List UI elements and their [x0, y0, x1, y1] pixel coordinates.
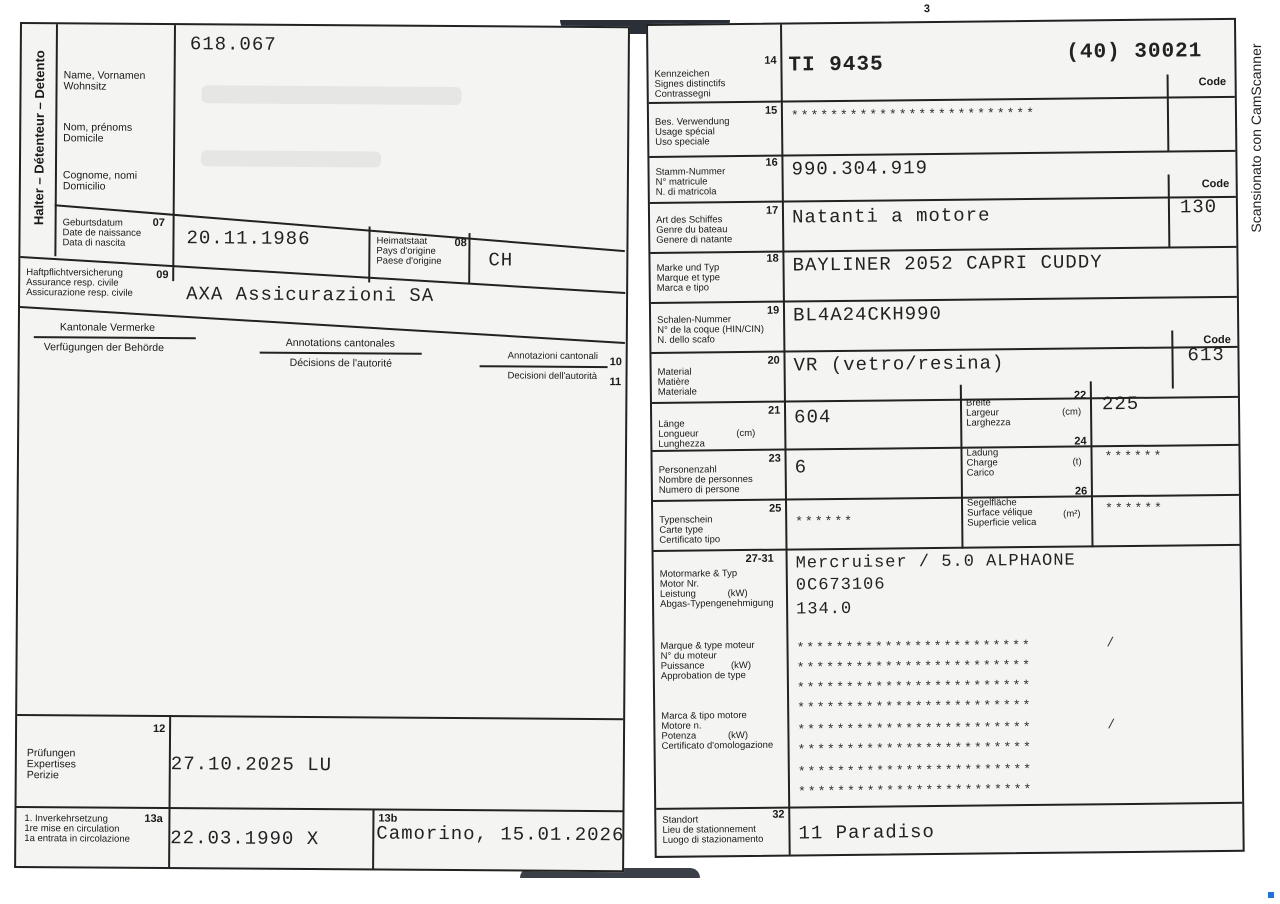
exam-num: 12: [153, 722, 166, 736]
width-unit: (cm): [1062, 406, 1082, 418]
name-label: Name, Vornamen Wohnsitz: [63, 69, 146, 93]
slash-it: /: [1107, 717, 1118, 733]
first-reg-num: 13a: [144, 812, 163, 826]
boat-type-num: 17: [765, 204, 779, 217]
width-num: 22: [1073, 389, 1087, 402]
sail-unit: (m²): [1063, 508, 1081, 520]
plate-extra: (40) 30021: [1066, 40, 1203, 65]
special-use-label: Bes. Verwendung Usage spécial Uso speciale: [654, 116, 730, 148]
decisioni-it: Decisioni dell'autorità: [507, 370, 598, 383]
redacted-address: [201, 150, 381, 167]
brand-num: 18: [766, 252, 779, 265]
insurance-value: AXA Assicurazioni SA: [186, 283, 435, 307]
width-label: Breite Largeur Larghezza: [965, 397, 1011, 429]
plate-num: 14: [764, 54, 777, 67]
matricule-num: 16: [765, 156, 778, 169]
birth-value: 20.11.1986: [186, 227, 311, 251]
stars-it-1: ************************: [797, 719, 1033, 738]
stars-fr-1: ************************: [796, 637, 1032, 656]
typeschein-label: Typenschein Carte type Certificato tipo: [659, 514, 721, 546]
matricule-label: Stamm-Nummer N° matricule N. di matricola: [655, 166, 726, 198]
hull-num: 19: [766, 304, 780, 317]
code-label-20: Code: [1203, 333, 1231, 347]
birth-label: Geburtsdatum Date de naissance Data di nascita: [62, 217, 142, 249]
stars-it-4: ************************: [797, 781, 1034, 800]
origin-num: 08: [454, 237, 467, 250]
motor-line1: Mercruiser / 5.0 ALPHAONE: [795, 551, 1076, 574]
stars-it-3: ************************: [797, 761, 1034, 780]
right-page: [646, 3, 1245, 858]
boat-type-label: Art des Schiffes Genre du bateau Genere di natante: [655, 214, 733, 246]
typeschein-num: 25: [769, 502, 782, 515]
length-num: 21: [767, 404, 781, 417]
motor-line3: 134.0: [796, 599, 853, 620]
insurance-label: Haftpflichtversicherung Assurance resp. civile Assicurazione resp. civile: [26, 267, 133, 299]
boat-type-value: Natanti a motore: [791, 204, 991, 229]
motor-num: 27-31: [745, 552, 774, 565]
plate-value: TI 9435: [788, 53, 884, 78]
stars-it-2: ************************: [797, 739, 1033, 758]
length-label: Länge Longueur Lunghezza: [658, 418, 705, 450]
scanner-logo-icon: [1268, 892, 1274, 898]
scanner-watermark: Scansionato con CamScanner: [1248, 43, 1264, 233]
typeschein-value: ******: [795, 513, 855, 530]
brand-value: BAYLINER 2052 CAPRI CUDDY: [792, 251, 1103, 277]
persons-value: 6: [794, 456, 808, 479]
matricule-value: 990.304.919: [791, 157, 929, 181]
kantonale-de: Kantonale Vermerke: [59, 321, 156, 334]
insurance-num: 09: [156, 268, 169, 282]
nom-label: Nom, prénoms Domicile: [63, 121, 133, 145]
brand-label: Marke und Typ Marque et type Marca e tipo: [656, 262, 721, 294]
verfuegungen-de: Verfügungen der Behörde: [43, 341, 165, 355]
sail-value: ******: [1105, 500, 1164, 517]
sail-label: Segelfläche Surface vélique Superficie velica: [966, 497, 1037, 529]
motor-de-label: Motormarke & Typ Motor Nr. Leistung (kW) Abgas-Typengenehmigung: [659, 568, 774, 610]
annot-fr: Annotations cantonales: [285, 336, 395, 350]
slash-fr: /: [1106, 635, 1117, 651]
code-label-17: Code: [1201, 177, 1230, 191]
num-10: 10: [609, 356, 622, 369]
length-value: 604: [794, 406, 832, 429]
load-value: ******: [1104, 448, 1164, 465]
holder-vertical-label: Halter – Détenteur – Detento: [31, 50, 48, 226]
place-num: 13b: [378, 812, 398, 825]
cognome-label: Cognome, nomi Domicilio: [62, 169, 138, 193]
code-label-15: Code: [1198, 75, 1227, 89]
exam-value: 27.10.2025 LU: [170, 753, 333, 777]
first-reg-label: 1. Inverkehrsetzung 1re mise en circulation 1a entrata in circolazione: [24, 813, 130, 845]
material-label: Material Matière Materiale: [657, 366, 697, 398]
boat-type-code: 130: [1179, 196, 1218, 219]
load-num: 24: [1074, 435, 1087, 448]
stars-fr-3: ************************: [796, 677, 1033, 696]
origin-value: CH: [488, 249, 514, 272]
special-use-value: *************************: [790, 105, 1037, 124]
first-reg-value: 22.03.1990 X: [170, 827, 320, 851]
motor-fr-label: Marque & type moteur N° du moteur Puissance (kW) Approbation de type: [660, 639, 755, 682]
hull-label: Schalen-Nummer N° de la coque (HIN/CIN) N. dello scafo: [657, 314, 765, 346]
motor-line2: 0C673106: [795, 575, 886, 596]
material-num: 20: [767, 354, 780, 367]
length-unit: (cm): [736, 427, 756, 440]
material-code: 613: [1187, 343, 1225, 367]
plate-label: Kennzeichen Signes distinctifs Contrassegni: [654, 68, 726, 100]
persons-num: 23: [768, 452, 781, 465]
stars-fr-2: ************************: [796, 657, 1033, 676]
num-11: 11: [609, 376, 622, 389]
standort-value: 11 Paradiso: [798, 821, 936, 845]
motor-it-label: Marca & tipo motore Motore n. Potenza (kW) Certificato d'omologazione: [661, 709, 774, 752]
exam-label: Prüfungen Expertises Perizie: [26, 747, 76, 782]
hull-value: BL4A24CKH990: [792, 302, 942, 327]
origin-label: Heimatstaat Pays d'origine Paese d'origine: [376, 235, 442, 267]
persons-label: Personenzahl Nombre de personnes Numero di persone: [658, 464, 753, 496]
redacted-name: [201, 85, 461, 105]
page-number: 3: [923, 3, 931, 16]
load-label: Ladung Charge Carico: [966, 447, 999, 479]
decisions-fr: Décisions de l'autorité: [289, 356, 393, 370]
annot-it: Annotazioni cantonali: [507, 350, 599, 363]
stars-fr-4: ************************: [797, 697, 1033, 716]
special-use-num: 15: [764, 104, 778, 117]
left-page: [14, 22, 630, 872]
material-value: VR (vetro/resina): [793, 352, 1005, 377]
standort-num: 32: [772, 808, 785, 821]
birth-num: 07: [152, 216, 165, 230]
standort-label: Standort Lieu de stationnement Luogo di stazionamento: [662, 814, 764, 846]
width-value: 225: [1101, 392, 1140, 416]
place-value: Camorino, 15.01.2026: [376, 822, 625, 847]
sail-num: 26: [1074, 485, 1088, 498]
holder-number: 618.067: [189, 33, 277, 56]
load-unit: (t): [1072, 456, 1082, 468]
